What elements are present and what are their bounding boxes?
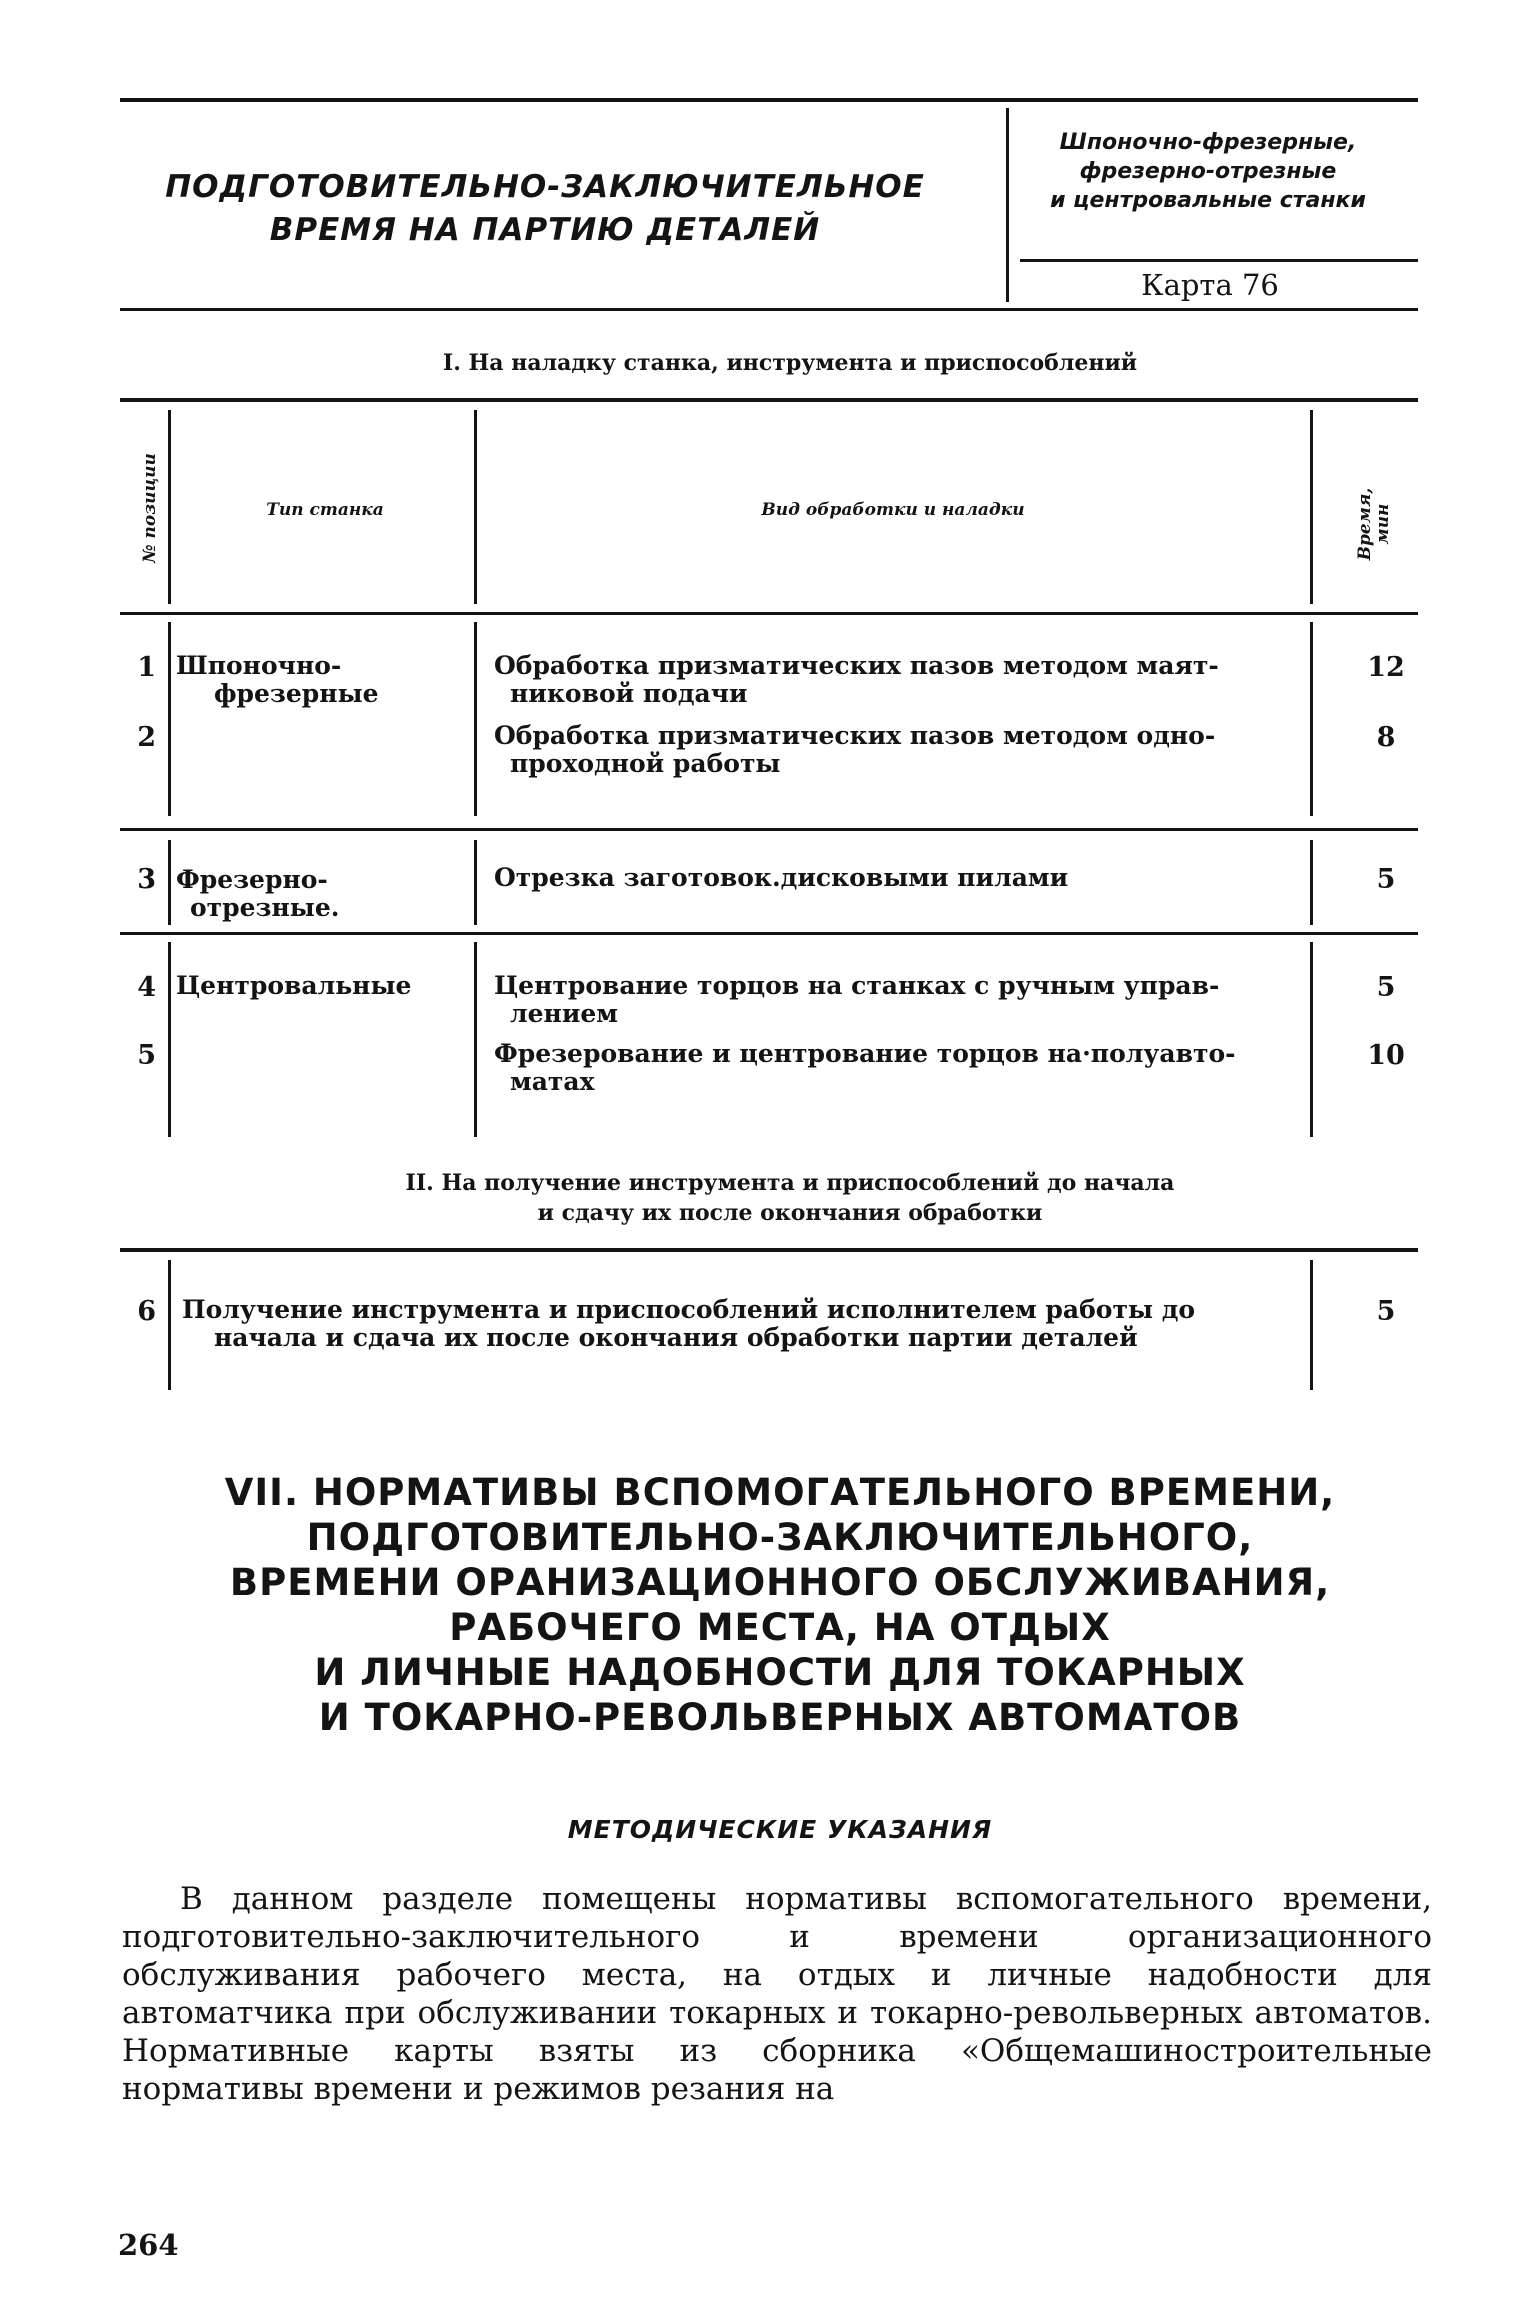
row-work-6-line2: начала и сдача их после окончания обработки партии деталей xyxy=(214,1323,1138,1352)
subheading: МЕТОДИЧЕСКИЕ УКАЗАНИЯ xyxy=(567,1815,993,1844)
section2-title xyxy=(160,1168,1420,1228)
row-time-1: 12 xyxy=(1367,652,1405,683)
row-time-6: 5 xyxy=(1376,1296,1396,1327)
col-header-pos: № позиции xyxy=(140,453,160,563)
chapter-heading-line: РАБОЧЕГО МЕСТА, НА ОТДЫХ xyxy=(449,1606,1111,1649)
row-pos-1: 1 xyxy=(137,652,156,683)
row-time-2: 8 xyxy=(1376,722,1396,753)
row-work-4-line2: лением xyxy=(510,999,618,1028)
machine-type-2-line2: отрезные. xyxy=(190,893,340,922)
row-time-4: 5 xyxy=(1376,972,1396,1003)
chapter-heading-line: И ТОКАРНО-РЕВОЛЬВЕРНЫХ АВТОМАТОВ xyxy=(318,1696,1242,1739)
chapter-heading-line: И ЛИЧНЫЕ НАДОБНОСТИ ДЛЯ ТОКАРНЫХ xyxy=(314,1651,1246,1694)
row-pos-2: 2 xyxy=(137,722,156,753)
table-top-rule xyxy=(120,398,1418,402)
row-work-1 xyxy=(494,652,1294,708)
row-work-2-line2: проходной работы xyxy=(510,749,781,778)
col-sep xyxy=(1310,1260,1313,1390)
col-header-time-line1: Время, xyxy=(1355,487,1375,561)
col-sep xyxy=(168,410,171,604)
section1-title: I. На наладку станка, инструмента и приспособлений xyxy=(442,350,1138,376)
col-sep xyxy=(1310,410,1313,604)
section2-title-line1: II. На получение инструмента и приспособлений до начала xyxy=(405,1170,1175,1196)
header-top-rule xyxy=(120,98,1418,102)
row-work-6-line1: Получение инструмента и приспособлений исполнителем работы до xyxy=(182,1295,1196,1324)
header-card-rule xyxy=(1020,259,1418,262)
col-sep xyxy=(168,622,171,816)
col-sep xyxy=(168,942,171,1137)
chapter-heading-line: VII. НОРМАТИВЫ ВСПОМОГАТЕЛЬНОГО ВРЕМЕНИ, xyxy=(224,1471,1336,1514)
machines-line3: и центровальные станки xyxy=(1050,188,1366,213)
row-work-2 xyxy=(494,722,1294,778)
col-sep xyxy=(474,410,477,604)
col-header-time-line2: мин xyxy=(1373,503,1393,545)
machine-type-1-line2: фрезерные xyxy=(214,679,379,708)
section2-top-rule xyxy=(120,1248,1418,1252)
row-work-5-line1: Фрезерование и центрование торцов на·полуавто- xyxy=(494,1039,1236,1068)
col-sep xyxy=(1310,622,1313,816)
machine-type-2 xyxy=(176,866,466,922)
page-title-line1: ПОДГОТОВИТЕЛЬНО-ЗАКЛЮЧИТЕЛЬНОЕ xyxy=(165,169,925,205)
paragraph-text: В данном разделе помещены нормативы вспомогательного времени, подготовительно-заключительного и времени организационного обслуживания рабочего места, на отдых и личные надобности для автоматчика при обслуживании токарных и токарно-револьверных автоматов. Нормативные карты взяты из сборника «Общемашиностроительные нормативы времени и режимов резания на xyxy=(122,1881,1432,2107)
machine-type-1-line1: Шпоночно- xyxy=(176,651,342,680)
section2-title-line2: и сдачу их после окончания обработки xyxy=(537,1200,1043,1226)
col-header-time xyxy=(1356,464,1392,584)
col-sep xyxy=(474,622,477,816)
col-header-machine: Тип станка xyxy=(266,500,384,520)
row-work-4 xyxy=(494,972,1294,1028)
body-paragraph xyxy=(122,1880,1432,2108)
col-sep xyxy=(474,942,477,1137)
row-pos-5: 5 xyxy=(137,1040,156,1071)
row-work-6 xyxy=(182,1296,1302,1352)
row-pos-4: 4 xyxy=(137,972,156,1003)
col-sep xyxy=(1310,942,1313,1137)
machine-type-3: Центровальные xyxy=(176,971,412,1000)
row-time-3: 5 xyxy=(1376,864,1396,895)
col-sep xyxy=(1310,840,1313,925)
group-rule-1 xyxy=(120,828,1418,831)
page-title xyxy=(120,166,970,252)
row-work-1-line1: Обработка призматических пазов методом маят- xyxy=(494,651,1219,680)
page-number: 264 xyxy=(118,2228,179,2262)
chapter-heading xyxy=(120,1470,1440,1740)
row-work-1-line2: никовой подачи xyxy=(510,679,748,708)
row-work-3: Отрезка заготовок.дисковыми пилами xyxy=(494,863,1069,892)
chapter-heading-line: ПОДГОТОВИТЕЛЬНО-ЗАКЛЮЧИТЕЛЬНОГО, xyxy=(306,1516,1254,1559)
row-work-4-line1: Центрование торцов на станках с ручным управ- xyxy=(494,971,1220,1000)
col-sep xyxy=(168,1260,171,1390)
row-time-5: 10 xyxy=(1367,1040,1405,1071)
col-sep xyxy=(168,840,171,925)
header-bottom-rule xyxy=(120,308,1418,311)
machines-line2: фрезерно-отрезные xyxy=(1079,159,1337,184)
row-work-5 xyxy=(494,1040,1294,1096)
col-header-work: Вид обработки и наладки xyxy=(761,500,1025,520)
chapter-heading-line: ВРЕМЕНИ ОРАНИЗАЦИОННОГО ОБСЛУЖИВАНИЯ, xyxy=(229,1561,1331,1604)
card-number: Карта 76 xyxy=(1141,268,1279,302)
machines-label xyxy=(1008,128,1408,215)
table-header-rule xyxy=(120,612,1418,615)
row-pos-3: 3 xyxy=(137,864,156,895)
machines-line1: Шпоночно-фрезерные, xyxy=(1059,130,1357,155)
machine-type-1 xyxy=(176,652,466,708)
row-work-2-line1: Обработка призматических пазов методом одно- xyxy=(494,721,1216,750)
col-sep xyxy=(474,840,477,925)
page-title-line2: ВРЕМЯ НА ПАРТИЮ ДЕТАЛЕЙ xyxy=(269,212,821,248)
machine-type-2-line1: Фрезерно- xyxy=(176,865,328,894)
group-rule-2 xyxy=(120,932,1418,935)
row-work-5-line2: матах xyxy=(510,1067,595,1096)
row-pos-6: 6 xyxy=(137,1296,156,1327)
